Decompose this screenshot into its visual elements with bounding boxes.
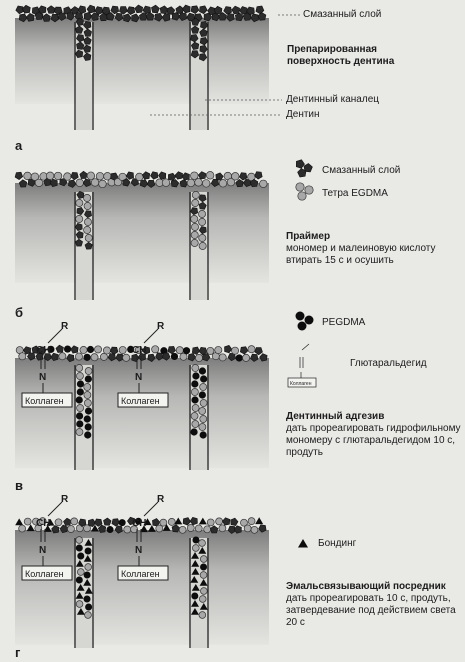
pegdma-particle — [76, 396, 83, 403]
pegdma-particle — [171, 353, 178, 360]
label-dentin: Дентин — [286, 109, 320, 120]
tetra-egdma-particle — [199, 408, 206, 415]
tetra-egdma-particle — [80, 346, 87, 353]
panel-v-step-line2: мономеру с глютаральдегидом 10 с, — [286, 435, 456, 446]
smear-particle — [231, 518, 238, 526]
tetra-egdma-particle — [103, 347, 110, 354]
panel-v-step-title: Дентинный адгезив — [286, 411, 385, 422]
panel-letter-a: а — [15, 138, 23, 153]
chem-n-label: N — [39, 545, 47, 556]
tetra-egdma-particle — [192, 199, 199, 206]
smear-particle — [15, 172, 23, 179]
smear-particle — [175, 172, 183, 180]
tetra-egdma-particle — [191, 389, 198, 396]
panel-g-step-line1: дать прореагировать 10 с, продуть, — [286, 593, 451, 604]
legend-tetra-label: Тетра EGDMA — [322, 188, 388, 199]
pegdma-particle — [191, 380, 198, 387]
tetra-egdma-particle — [84, 194, 91, 201]
tetra-egdma-particle — [216, 518, 223, 525]
chem-n-label: N — [135, 545, 143, 556]
pegdma-particle — [85, 548, 92, 555]
tetra-egdma-particle — [199, 596, 206, 603]
tetra-egdma-particle — [76, 199, 83, 206]
smear-particle — [127, 7, 135, 15]
smear-particle — [104, 518, 112, 525]
pegdma-particle — [76, 577, 83, 584]
smear-particle — [210, 526, 218, 533]
r-bond-line — [48, 502, 62, 516]
smear-particle — [191, 6, 199, 14]
panel-letter-b: б — [15, 305, 24, 320]
tetra-egdma-particle — [191, 413, 198, 420]
pegdma-particle — [298, 322, 307, 331]
tetra-egdma-particle — [85, 612, 92, 619]
collagen-label: Коллаген — [121, 569, 160, 579]
tetra-egdma-particle — [77, 569, 84, 576]
pegdma-particle — [84, 572, 91, 579]
smear-particle — [176, 6, 184, 14]
smear-particle — [183, 5, 191, 13]
chem-ch-label: CH — [132, 518, 147, 529]
tetra-egdma-particle — [199, 424, 206, 431]
panel-letter-v: в — [15, 478, 23, 493]
tetra-egdma-particle — [260, 180, 268, 188]
smear-particle — [183, 518, 190, 526]
panel-v-step-line1: дать прореагировать гидрофильному — [286, 423, 461, 434]
tetra-egdma-particle — [152, 346, 159, 353]
tetra-egdma-particle — [204, 526, 211, 533]
smear-particle — [255, 172, 263, 179]
smear-particle — [159, 172, 166, 180]
tetra-egdma-particle — [96, 172, 104, 180]
smear-particle — [142, 172, 150, 180]
pegdma-particle — [77, 380, 84, 387]
smear-particle — [16, 6, 24, 14]
pegdma-particle — [84, 431, 91, 438]
panel-letter-g: г — [15, 645, 21, 660]
tetra-egdma-particle — [219, 525, 226, 532]
tetra-egdma-particle — [24, 518, 31, 525]
tetra-egdma-particle — [67, 526, 74, 533]
smear-particle — [172, 525, 180, 533]
tetra-egdma-particle — [75, 353, 82, 360]
r-bond-line — [48, 329, 62, 343]
pegdma-particle — [183, 347, 190, 354]
tetra-egdma-particle — [84, 202, 91, 209]
tetra-egdma-particle — [119, 346, 126, 353]
tetra-egdma-particle — [76, 429, 83, 436]
collagen-label: Коллаген — [121, 396, 160, 406]
pegdma-particle — [236, 354, 243, 361]
smear-particle — [22, 5, 30, 13]
chem-r-label: R — [61, 494, 69, 505]
tetra-egdma-particle — [248, 346, 255, 353]
chem-r-label: R — [157, 321, 165, 332]
smear-particle — [151, 5, 159, 13]
smear-particle — [110, 347, 118, 354]
panel-g-legend-icons — [298, 539, 308, 548]
smear-particle — [56, 345, 64, 353]
tetra-egdma-particle — [207, 347, 214, 354]
smear-particle — [43, 14, 51, 22]
tetra-egdma-particle — [298, 192, 306, 200]
panel-b-dentin-block — [15, 183, 269, 283]
chem-r-label: R — [157, 494, 165, 505]
smear-particle — [182, 173, 189, 181]
tetra-egdma-particle — [206, 172, 214, 180]
panel-v-legend-icons — [288, 312, 316, 388]
tetra-egdma-particle — [87, 172, 95, 180]
pegdma-particle — [76, 420, 83, 427]
bonding-particle — [255, 517, 263, 524]
mini-r-bond — [302, 344, 309, 350]
pegdma-particle — [85, 407, 92, 414]
tetra-egdma-particle — [305, 186, 313, 194]
tetra-egdma-particle — [76, 373, 83, 380]
smear-particle — [47, 6, 55, 14]
tetra-egdma-particle — [84, 226, 91, 233]
tetra-egdma-particle — [179, 526, 186, 533]
tetra-egdma-particle — [231, 347, 238, 354]
tetra-egdma-particle — [85, 564, 92, 571]
tetra-egdma-particle — [200, 400, 207, 407]
pegdma-particle — [200, 375, 207, 382]
panel-b-particle-layer — [15, 171, 267, 187]
tetra-egdma-particle — [123, 354, 130, 361]
pegdma-particle — [77, 553, 84, 560]
pegdma-particle — [191, 396, 198, 403]
bonding-particle — [298, 539, 308, 548]
tetra-egdma-particle — [85, 234, 92, 241]
tetra-egdma-particle — [192, 191, 199, 198]
pegdma-particle — [85, 423, 92, 430]
tetra-egdma-particle — [200, 416, 207, 423]
tetra-egdma-particle — [191, 223, 198, 230]
panel-b-step-line1: мономер и малеиновую кислоту — [286, 243, 436, 254]
tetra-egdma-particle — [76, 601, 83, 608]
tetra-egdma-particle — [195, 179, 203, 187]
tetra-egdma-particle — [190, 172, 198, 180]
pegdma-particle — [84, 596, 91, 603]
panel-a-smear-layer — [16, 5, 266, 22]
tetra-egdma-particle — [91, 354, 98, 361]
tetra-egdma-particle — [84, 400, 91, 407]
smear-particle — [87, 5, 95, 13]
smear-particle — [135, 5, 143, 13]
tetra-egdma-particle — [202, 180, 210, 188]
pegdma-particle — [199, 367, 206, 374]
bonding-particle — [148, 525, 156, 532]
tetra-egdma-particle — [198, 210, 205, 217]
tetra-egdma-particle — [199, 234, 206, 241]
tetra-egdma-particle — [85, 368, 92, 375]
tetra-egdma-particle — [191, 239, 198, 246]
chem-n-label: N — [135, 372, 143, 383]
chem-r-label: R — [61, 321, 69, 332]
smear-particle — [255, 348, 263, 355]
bonding-particle — [15, 518, 23, 525]
bonding-particle — [199, 518, 207, 525]
r-bond-line — [144, 329, 158, 343]
tetra-egdma-particle — [64, 173, 72, 181]
pegdma-particle — [76, 412, 83, 419]
tetra-egdma-particle — [195, 525, 202, 532]
panel-a-diagram — [15, 5, 300, 130]
tetra-egdma-particle — [296, 183, 304, 191]
pegdma-particle — [84, 415, 91, 422]
panel-a-title-line1: Препарированная — [287, 44, 377, 55]
tetra-egdma-particle — [19, 353, 26, 360]
panel-v-diagram — [15, 312, 316, 471]
smear-particle — [80, 171, 88, 178]
tetra-egdma-particle — [242, 354, 249, 361]
smear-particle — [256, 6, 264, 14]
tetra-egdma-particle — [84, 392, 91, 399]
tetra-egdma-particle — [200, 384, 207, 391]
panel-a-dentin-block — [15, 18, 269, 104]
smear-particle — [232, 6, 240, 14]
tetra-egdma-particle — [160, 519, 167, 526]
tetra-egdma-particle — [191, 231, 198, 238]
legend-glutaraldehyde-label: Глютаральдегид — [350, 358, 427, 369]
tetra-egdma-particle — [192, 545, 199, 552]
smear-particle — [225, 345, 232, 353]
pegdma-particle — [200, 564, 207, 571]
tetra-egdma-particle — [24, 172, 32, 180]
tetra-egdma-particle — [99, 180, 107, 188]
tetra-egdma-particle — [71, 518, 78, 525]
label-tubule: Дентинный каналец — [286, 94, 379, 105]
smear-particle — [71, 346, 78, 354]
panel-b-legend-icons — [296, 160, 313, 201]
tetra-egdma-particle — [55, 519, 62, 526]
pegdma-particle — [77, 388, 84, 395]
tetra-egdma-particle — [136, 173, 144, 181]
legend-bonding-label: Бондинг — [318, 538, 357, 549]
label-smear-layer-a: Смазанный слой — [303, 9, 382, 20]
tetra-egdma-particle — [231, 173, 239, 181]
tetra-egdma-particle — [54, 172, 62, 180]
tetra-egdma-particle — [215, 346, 222, 353]
tetra-egdma-particle — [199, 612, 206, 619]
smear-particle — [112, 519, 120, 526]
pegdma-particle — [83, 354, 90, 361]
pegdma-particle — [192, 372, 199, 379]
mini-collagen-label: Коллаген — [290, 381, 312, 387]
pegdma-particle — [200, 431, 207, 438]
tetra-egdma-particle — [187, 179, 195, 187]
smear-particle — [236, 179, 244, 186]
pegdma-particle — [296, 312, 305, 321]
panel-a-title-line2: поверхность дентина — [287, 56, 395, 67]
tetra-egdma-particle — [199, 218, 206, 225]
tetra-egdma-particle — [76, 365, 83, 372]
smear-particle — [199, 6, 207, 14]
smear-particle — [71, 172, 79, 179]
pegdma-particle — [64, 345, 71, 352]
tetra-egdma-particle — [244, 525, 251, 532]
tetra-egdma-particle — [195, 354, 202, 361]
tetra-egdma-particle — [76, 215, 83, 222]
chem-ch-label: CH — [36, 518, 51, 529]
panel-b-step-line2: втирать 15 с и осушить — [286, 255, 394, 266]
r-bond-line — [144, 502, 158, 516]
tetra-egdma-particle — [176, 347, 183, 354]
collagen-label: Коллаген — [25, 396, 64, 406]
tetra-egdma-particle — [219, 354, 226, 361]
smear-particle — [151, 172, 158, 180]
tetra-egdma-particle — [35, 179, 43, 187]
tetra-egdma-particle — [200, 556, 207, 563]
smear-particle — [119, 7, 127, 15]
smear-particle — [224, 7, 232, 15]
smear-particle — [19, 180, 27, 187]
smear-particle — [222, 518, 229, 526]
tetra-egdma-particle — [248, 518, 255, 525]
tetra-egdma-particle — [84, 218, 91, 225]
smear-particle — [296, 160, 304, 169]
tetra-egdma-particle — [192, 405, 199, 412]
tetra-egdma-particle — [162, 179, 170, 187]
smear-particle — [258, 13, 266, 21]
chem-n-label: N — [39, 372, 47, 383]
panel-g-step-title: Эмальсвязывающий посредник — [286, 581, 446, 592]
smear-particle — [126, 172, 133, 180]
tetra-egdma-particle — [76, 179, 84, 187]
pegdma-particle — [85, 604, 92, 611]
pegdma-particle — [85, 375, 92, 382]
panel-v-step-line3: продуть — [286, 447, 323, 458]
tetra-egdma-particle — [168, 518, 175, 525]
tetra-egdma-particle — [200, 588, 207, 595]
smear-particle — [190, 517, 197, 525]
tetra-egdma-particle — [199, 540, 206, 547]
smear-particle — [240, 347, 248, 354]
panel-b-diagram — [15, 160, 313, 300]
tetra-egdma-particle — [200, 572, 207, 579]
tetra-egdma-particle — [199, 242, 206, 249]
pegdma-particle — [199, 391, 206, 398]
chem-ch-label: CH — [36, 345, 51, 356]
legend-smear-label: Смазанный слой — [322, 165, 401, 176]
tetra-egdma-particle — [124, 526, 131, 533]
tetra-egdma-particle — [219, 179, 227, 187]
tetra-egdma-particle — [19, 525, 26, 532]
pegdma-particle — [87, 346, 94, 353]
tetra-egdma-particle — [91, 179, 99, 187]
panel-g-step-line3: 20 с — [286, 617, 305, 628]
panel-g-step-line2: затвердевание под действием света — [286, 605, 456, 616]
tetra-egdma-particle — [84, 384, 91, 391]
tetra-egdma-particle — [192, 421, 199, 428]
tetra-egdma-particle — [94, 346, 101, 353]
tetra-egdma-particle — [77, 405, 84, 412]
tetra-egdma-particle — [192, 365, 199, 372]
tetra-egdma-particle — [59, 353, 66, 360]
tetra-egdma-particle — [76, 537, 83, 544]
smear-particle — [111, 6, 119, 14]
tetra-egdma-particle — [187, 525, 194, 532]
tetra-egdma-particle — [207, 519, 214, 526]
smear-particle — [64, 518, 72, 525]
pegdma-particle — [107, 526, 114, 533]
legend-pegdma-label: PEGDMA — [322, 317, 366, 328]
pegdma-particle — [305, 316, 314, 325]
tetra-egdma-particle — [251, 526, 258, 533]
tetra-egdma-particle — [191, 215, 198, 222]
panel-g-diagram — [15, 494, 308, 648]
collagen-label: Коллаген — [25, 569, 64, 579]
smear-particle — [198, 172, 206, 180]
pegdma-particle — [119, 519, 126, 526]
chem-ch-label: CH — [132, 345, 147, 356]
panel-b-step-title: Праймер — [286, 231, 331, 242]
smear-particle — [168, 346, 176, 353]
pegdma-particle — [190, 428, 197, 435]
tetra-egdma-particle — [46, 172, 54, 180]
pegdma-particle — [191, 593, 198, 600]
pegdma-particle — [76, 545, 83, 552]
